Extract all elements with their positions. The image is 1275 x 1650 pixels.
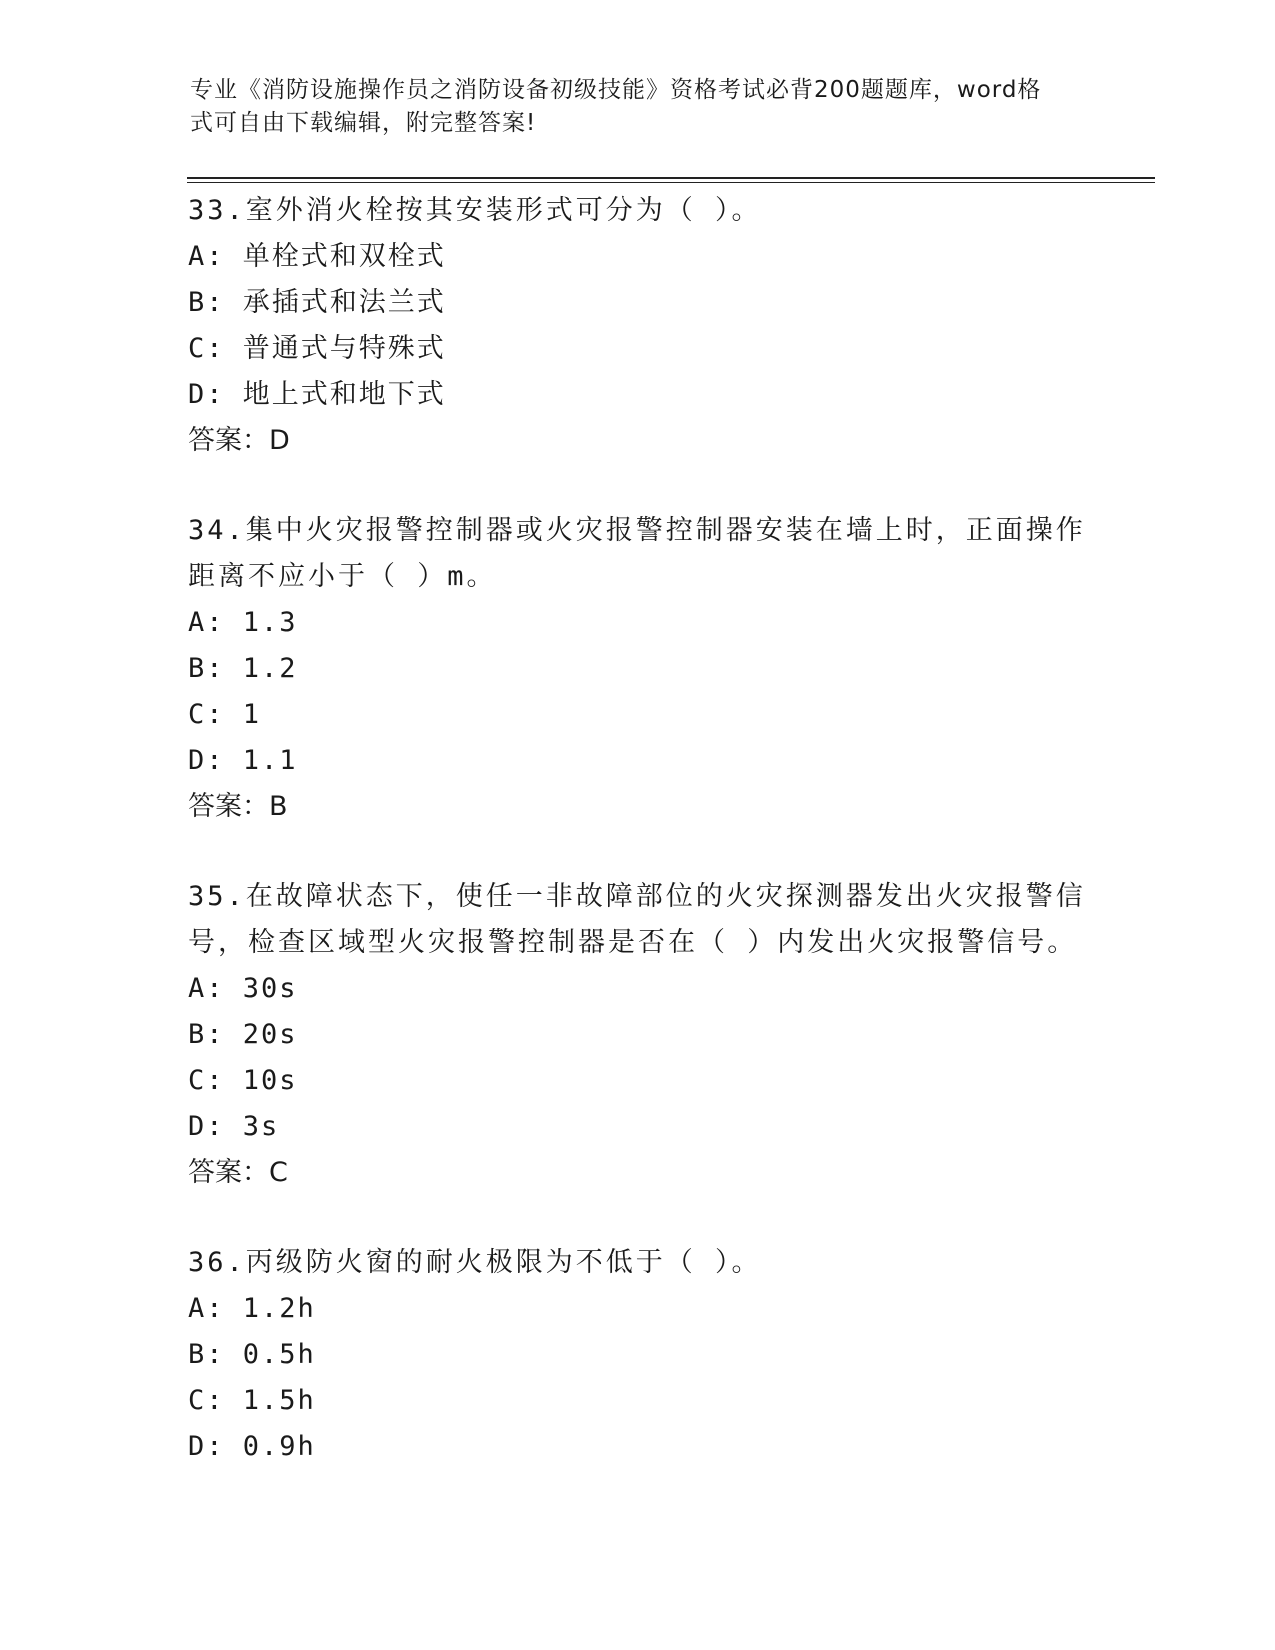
option-c: C: 普通式与特殊式 (188, 333, 446, 364)
question-36 (188, 1240, 1088, 1470)
answer: 答案：C (188, 1157, 288, 1188)
option-a: A: 1.3 (188, 607, 298, 638)
header-rule-thin (187, 182, 1155, 183)
question-stem: 34.集中火灾报警控制器或火灾报警控制器安装在墙上时，正面操作距离不应小于（ ）m。 (188, 515, 1086, 592)
document-header (190, 74, 1090, 140)
question-34 (188, 508, 1088, 830)
option-b: B: 承插式和法兰式 (188, 287, 446, 318)
header-line-2: 式可自由下载编辑，附完整答案! (190, 110, 537, 136)
question-list (188, 188, 1088, 1514)
option-c: C: 1.5h (188, 1385, 316, 1416)
question-stem: 33.室外消火栓按其安装形式可分为（ ）。 (188, 195, 762, 226)
option-d: D: 3s (188, 1111, 280, 1142)
question-33 (188, 188, 1088, 464)
option-c: C: 10s (188, 1065, 298, 1096)
answer: 答案：B (188, 791, 288, 822)
option-a: A: 单栓式和双栓式 (188, 241, 446, 272)
option-d: D: 0.9h (188, 1431, 316, 1462)
option-a: A: 30s (188, 973, 298, 1004)
answer: 答案：D (188, 425, 290, 456)
option-a: A: 1.2h (188, 1293, 316, 1324)
option-b: B: 20s (188, 1019, 298, 1050)
option-c: C: 1 (188, 699, 262, 730)
header-rule-thick (187, 177, 1155, 179)
question-stem: 36.丙级防火窗的耐火极限为不低于（ ）。 (188, 1247, 762, 1278)
option-d: D: 地上式和地下式 (188, 379, 446, 410)
question-stem: 35.在故障状态下，使任一非故障部位的火灾探测器发出火灾报警信号，检查区域型火灾报警控制器是否在（ ）内发出火灾报警信号。 (188, 881, 1086, 958)
question-35 (188, 874, 1088, 1196)
option-b: B: 1.2 (188, 653, 298, 684)
option-b: B: 0.5h (188, 1339, 316, 1370)
header-line-1: 专业《消防设施操作员之消防设备初级技能》资格考试必背200题题库，word格 (190, 77, 1042, 103)
option-d: D: 1.1 (188, 745, 298, 776)
